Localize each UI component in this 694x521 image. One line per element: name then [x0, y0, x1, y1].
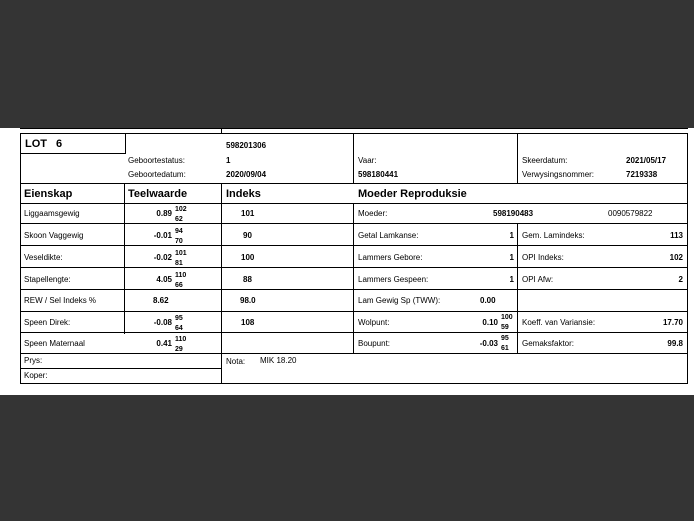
born-label: Lammers Gebore: [358, 253, 423, 262]
lot-number: 6 [56, 138, 63, 150]
sire-label: Vaar: [358, 156, 377, 165]
header-dam-repro: Moeder Reproduksie [358, 188, 467, 200]
lamidx-label: Gem. Lamindeks: [522, 231, 585, 240]
trait-index: 108 [241, 318, 255, 327]
trait-sup-bottom: 81 [175, 260, 183, 267]
trait-value: 0.89 [156, 209, 172, 218]
trait-index: 90 [243, 231, 252, 240]
lambs-label: Getal Lamkanse: [358, 231, 419, 240]
trait-sup-bottom: 64 [175, 325, 183, 332]
comfort-value: 99.8 [667, 339, 683, 348]
birth-date-label: Geboortedatum: [128, 170, 186, 179]
lot-label: LOT [25, 138, 47, 150]
body-value: -0.03 [479, 339, 498, 348]
trait-value: -0.08 [153, 318, 172, 327]
trait-index: 100 [241, 253, 255, 262]
trait-value: -0.02 [153, 253, 172, 262]
trait-name: Speen Direk: [24, 318, 71, 327]
trait-index: 98.0 [240, 296, 256, 305]
lamwt-label: Lam Gewig Sp (TWW): [358, 296, 441, 305]
opiafw-value: 2 [678, 275, 683, 284]
trait-sup-top: 102 [175, 206, 187, 213]
ref-label: Verwysingsnommer: [522, 170, 595, 179]
wool-label: Wolpunt: [358, 318, 390, 327]
birth-date-value: 2020/09/04 [226, 170, 267, 179]
dam-label: Moeder: [358, 209, 388, 218]
ref-value: 7219338 [626, 170, 658, 179]
dam-extra: 0090579822 [608, 209, 653, 218]
trait-sup-bottom: 70 [175, 238, 183, 245]
note-label: Nota: [226, 357, 246, 366]
trait-name: Stapellengte: [24, 275, 71, 284]
trait-sup-bottom: 66 [175, 282, 183, 289]
trait-name: REW / Sel Indeks % [24, 296, 97, 305]
cv-label: Koeff. van Variansie: [522, 318, 596, 327]
trait-value: 8.62 [153, 296, 169, 305]
shear-date-label: Skeerdatum: [522, 156, 568, 165]
birth-status-label: Geboortestatus: [128, 156, 185, 165]
sire-value: 598180441 [358, 170, 399, 179]
body-sup-top: 95 [501, 335, 509, 342]
trait-sup-top: 110 [175, 336, 187, 343]
opi-label: OPI Indeks: [522, 253, 564, 262]
weaned-label: Lammers Gespeen: [358, 275, 429, 284]
header-breeding-value: Teelwaarde [128, 188, 188, 200]
lot-id: 598201306 [226, 141, 267, 150]
lamwt-value: 0.00 [480, 296, 496, 305]
trait-name: Liggaamsgewig [24, 209, 80, 218]
trait-name: Skoon Vaggewig [24, 231, 84, 240]
buyer-label: Koper: [24, 371, 48, 380]
birth-status-value: 1 [226, 156, 231, 165]
lot-sheet [0, 128, 694, 395]
shear-date-value: 2021/05/17 [626, 156, 667, 165]
opiafw-label: OPI Afw: [522, 275, 554, 284]
trait-sup-top: 94 [175, 228, 183, 235]
weaned-value: 1 [509, 275, 514, 284]
body-sup-bottom: 61 [501, 345, 509, 352]
trait-name: Speen Maternaal [24, 339, 85, 348]
trait-name: Veseldikte: [24, 253, 63, 262]
lambs-value: 1 [509, 231, 514, 240]
note-value: MIK 18.20 [260, 356, 297, 365]
trait-sup-top: 95 [175, 315, 183, 322]
trait-sup-bottom: 62 [175, 216, 183, 223]
trait-sup-top: 101 [175, 250, 187, 257]
trait-value: 0.41 [156, 339, 172, 348]
opi-value: 102 [669, 253, 683, 262]
body-label: Boupunt: [358, 339, 391, 348]
cv-value: 17.70 [662, 318, 683, 327]
trait-sup-top: 110 [175, 272, 187, 279]
wool-sup-top: 100 [501, 314, 513, 321]
comfort-label: Gemaksfaktor: [522, 339, 575, 348]
wool-sup-bottom: 59 [501, 324, 509, 331]
lamidx-value: 113 [670, 231, 683, 240]
trait-sup-bottom: 29 [175, 346, 183, 353]
trait-index: 88 [243, 275, 252, 284]
header-trait: Eienskap [24, 188, 73, 200]
born-value: 1 [509, 253, 514, 262]
wool-value: 0.10 [482, 318, 498, 327]
trait-index: 101 [241, 209, 255, 218]
trait-value: -0.01 [153, 231, 172, 240]
price-label: Prys: [24, 356, 43, 365]
header-index: Indeks [226, 188, 261, 200]
trait-value: 4.05 [156, 275, 172, 284]
dam-id: 598190483 [493, 209, 534, 218]
